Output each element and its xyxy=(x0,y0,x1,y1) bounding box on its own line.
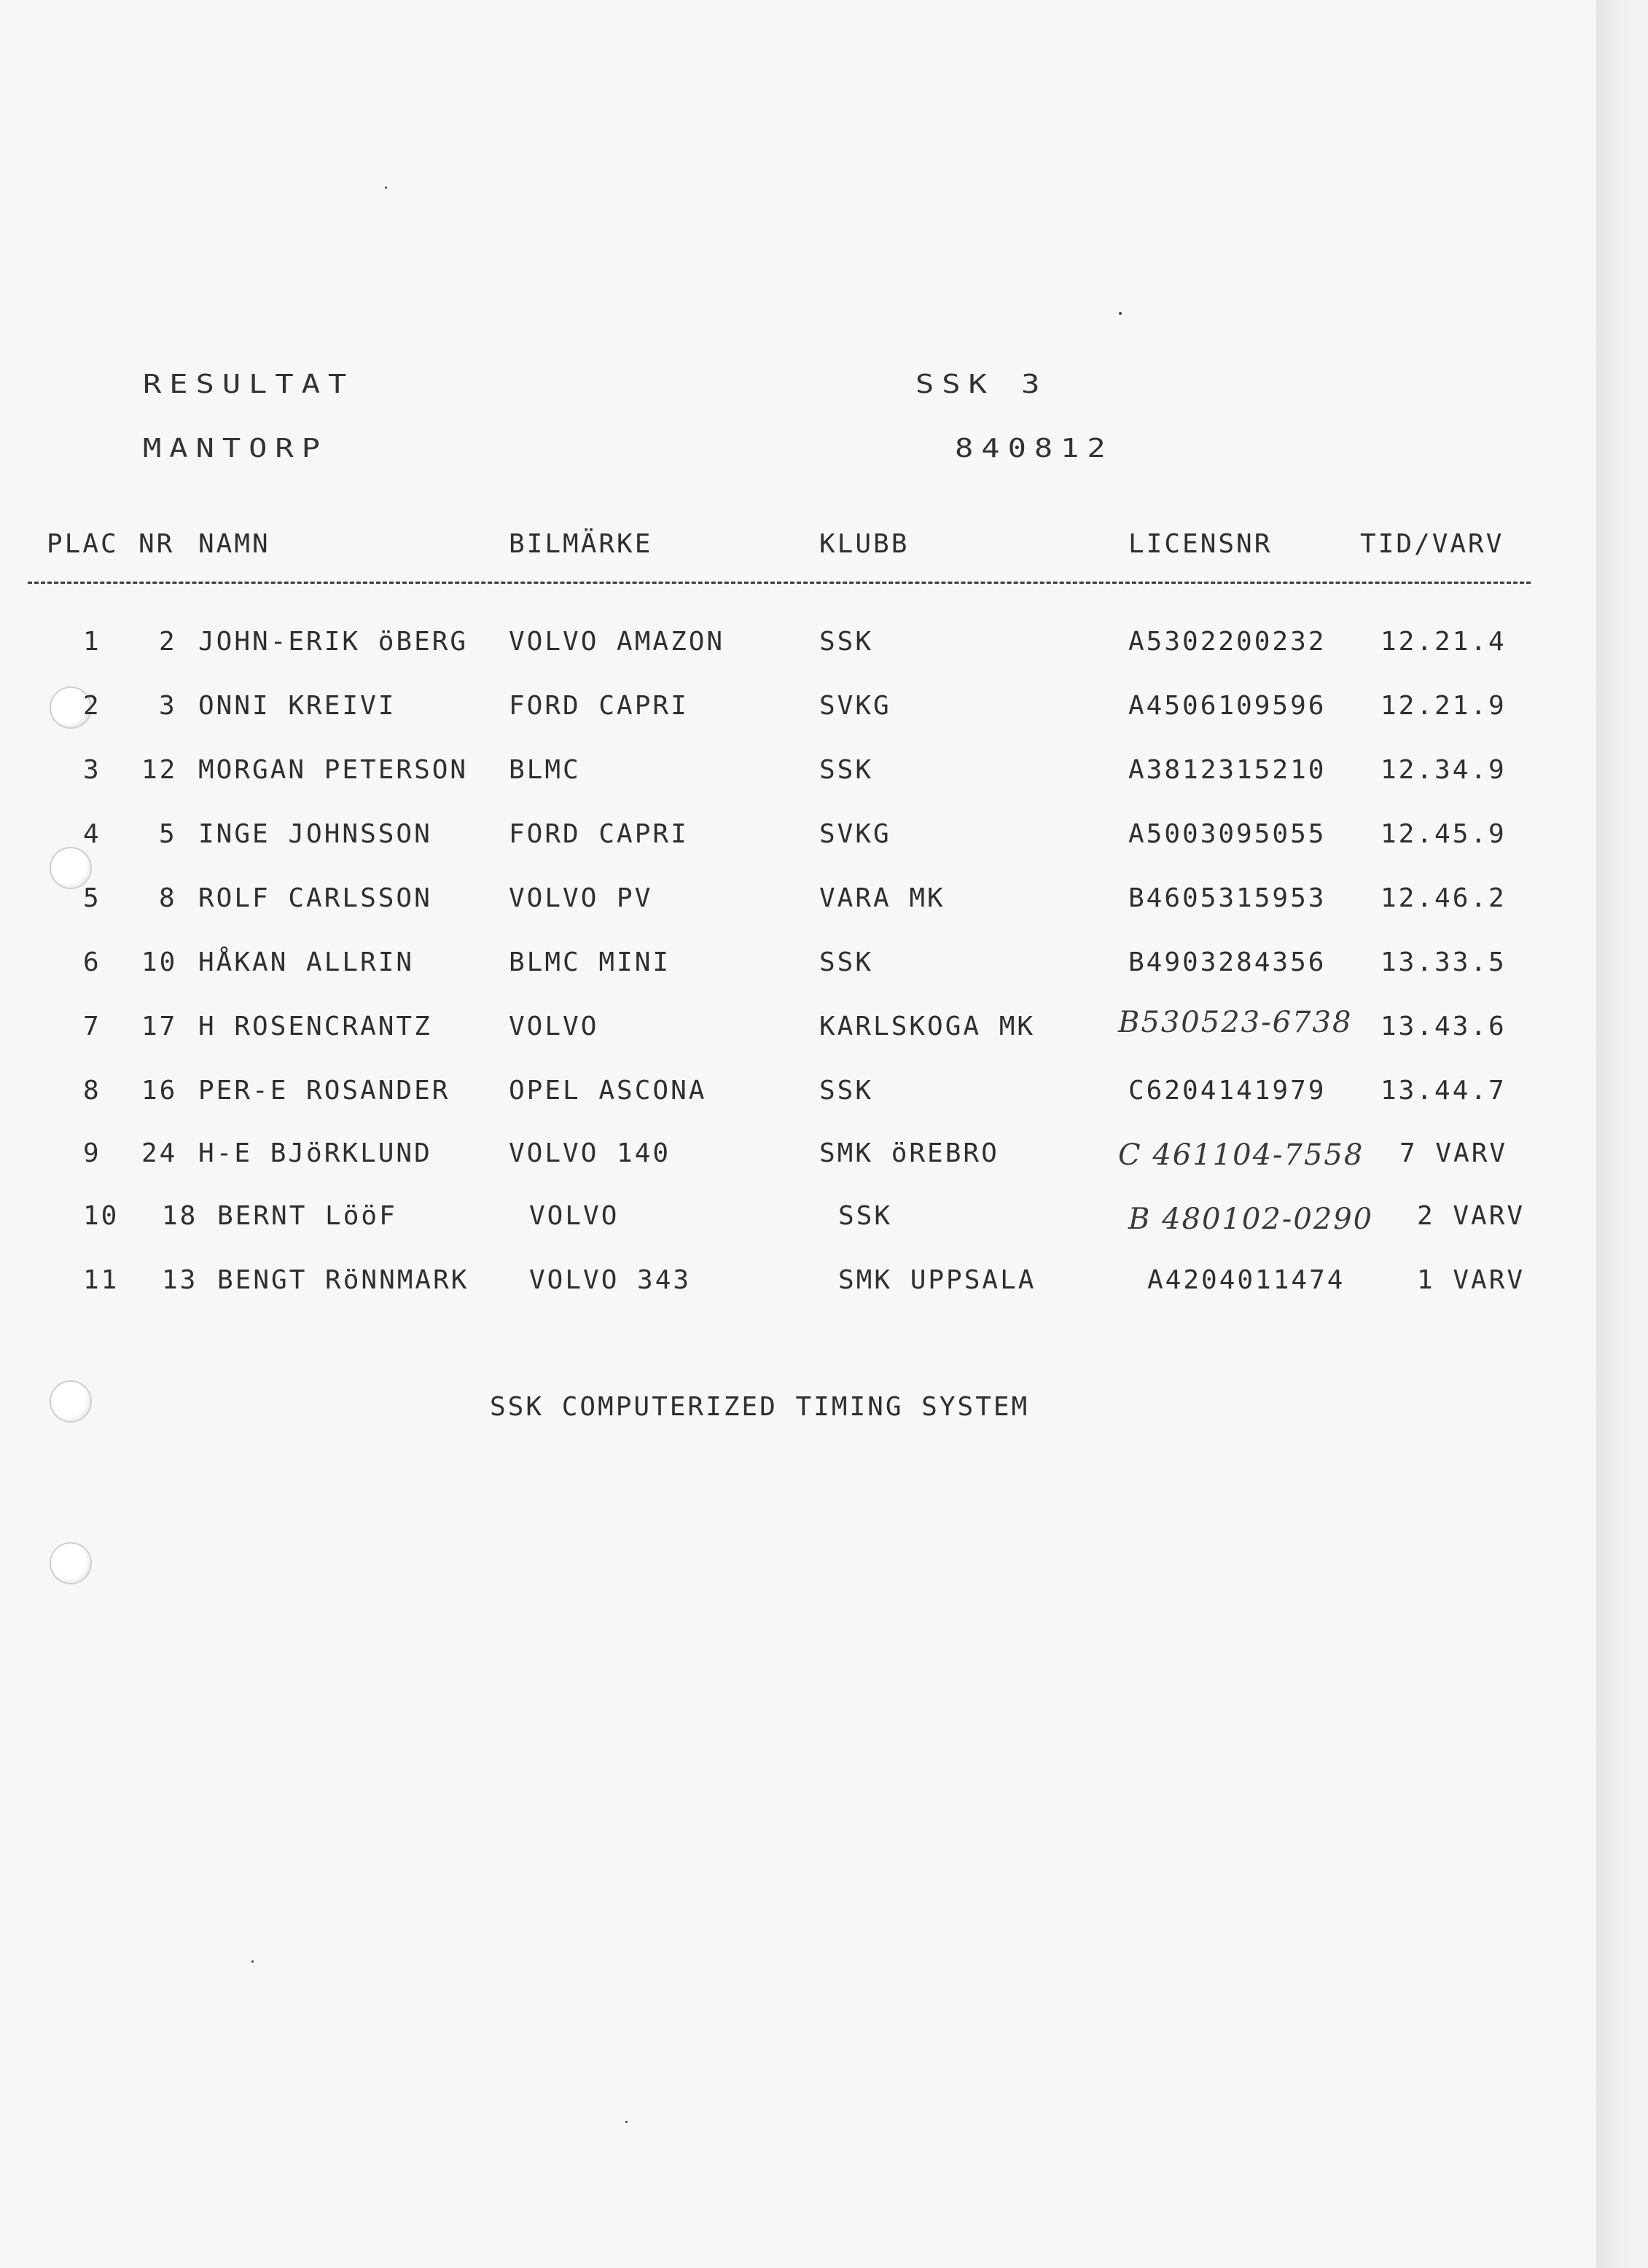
document-title: RESULTAT xyxy=(143,369,355,399)
cell-namn: H-E BJöRKLUND xyxy=(198,1138,432,1168)
cell-tid: 13.33.5 xyxy=(1381,947,1507,977)
cell-licensnr: A5302200232 xyxy=(1128,627,1327,657)
col-header-namn: NAMN xyxy=(198,529,270,559)
cell-klubb: SSK xyxy=(819,627,874,657)
race-class: SSK 3 xyxy=(915,369,1048,399)
cell-klubb: SSK xyxy=(838,1201,893,1231)
header-separator xyxy=(28,582,1531,584)
cell-bilmarke: VOLVO 140 xyxy=(509,1138,671,1168)
cell-plac: 9 xyxy=(83,1138,101,1168)
cell-bilmarke: VOLVO PV xyxy=(509,883,653,913)
race-date: 840812 xyxy=(955,433,1114,464)
cell-namn: BENGT RöNNMARK xyxy=(217,1265,469,1295)
cell-licensnr: B4903284356 xyxy=(1128,947,1327,977)
cell-nr: 2 xyxy=(159,627,177,657)
cell-tid: 12.21.9 xyxy=(1381,691,1507,721)
cell-namn: ONNI KREIVI xyxy=(198,691,397,721)
scan-speck xyxy=(625,2121,628,2123)
col-header-licensnr: LICENSNR xyxy=(1128,529,1273,559)
cell-klubb: SVKG xyxy=(819,819,891,849)
cell-plac: 5 xyxy=(83,883,101,913)
cell-tid: 13.43.6 xyxy=(1381,1012,1507,1041)
cell-plac: 7 xyxy=(83,1012,101,1041)
cell-plac: 6 xyxy=(83,947,101,977)
cell-bilmarke: VOLVO AMAZON xyxy=(509,627,725,657)
cell-nr: 5 xyxy=(159,819,177,849)
cell-namn: H ROSENCRANTZ xyxy=(198,1012,432,1041)
binder-hole xyxy=(50,1380,92,1423)
cell-licensnr: A5003095055 xyxy=(1128,819,1327,849)
cell-klubb: SSK xyxy=(819,1076,874,1106)
cell-bilmarke: OPEL ASCONA xyxy=(509,1076,707,1106)
cell-nr: 18 xyxy=(162,1201,198,1231)
col-header-plac: PLAC xyxy=(47,529,119,559)
cell-plac: 10 xyxy=(83,1201,120,1231)
cell-namn: PER-E ROSANDER xyxy=(198,1076,450,1106)
cell-nr: 13 xyxy=(162,1265,198,1295)
cell-licensnr-handwritten: B530523-6738 xyxy=(1118,1006,1353,1039)
cell-nr: 8 xyxy=(159,883,177,913)
binder-hole xyxy=(50,1542,92,1584)
cell-klubb: SVKG xyxy=(819,691,891,721)
cell-tid: 7 VARV xyxy=(1399,1138,1508,1168)
cell-licensnr: B4605315953 xyxy=(1128,883,1327,913)
cell-bilmarke: VOLVO xyxy=(509,1012,599,1041)
col-header-tid: TID/VARV xyxy=(1360,529,1504,559)
cell-plac: 11 xyxy=(83,1265,120,1295)
cell-nr: 24 xyxy=(141,1138,178,1168)
cell-plac: 4 xyxy=(83,819,101,849)
cell-namn: JOHN-ERIK öBERG xyxy=(198,627,469,657)
cell-nr: 12 xyxy=(141,755,178,785)
cell-licensnr: A4204011474 xyxy=(1147,1265,1346,1295)
cell-licensnr: A3812315210 xyxy=(1128,755,1327,785)
cell-nr: 16 xyxy=(141,1076,178,1106)
cell-plac: 8 xyxy=(83,1076,101,1106)
col-header-nr: NR xyxy=(138,529,175,559)
cell-tid: 13.44.7 xyxy=(1381,1076,1507,1106)
cell-namn: MORGAN PETERSON xyxy=(198,755,469,785)
cell-plac: 1 xyxy=(83,627,101,657)
cell-nr: 3 xyxy=(159,691,177,721)
page-edge-shadow xyxy=(1596,0,1648,2268)
col-header-bilmarke: BILMÄRKE xyxy=(509,529,653,559)
cell-tid: 2 VARV xyxy=(1417,1201,1526,1231)
cell-klubb: SMK öREBRO xyxy=(819,1138,999,1168)
scan-speck xyxy=(1119,312,1122,315)
cell-klubb: SMK UPPSALA xyxy=(838,1265,1036,1295)
cell-bilmarke: BLMC MINI xyxy=(509,947,671,977)
cell-klubb: KARLSKOGA MK xyxy=(819,1012,1036,1041)
cell-tid: 12.34.9 xyxy=(1381,755,1507,785)
venue-name: MANTORP xyxy=(143,433,329,464)
cell-tid: 12.21.4 xyxy=(1381,627,1507,657)
footer-text: SSK COMPUTERIZED TIMING SYSTEM xyxy=(490,1392,1030,1422)
cell-klubb: VARA MK xyxy=(819,883,945,913)
cell-bilmarke: BLMC xyxy=(509,755,581,785)
cell-plac: 3 xyxy=(83,755,101,785)
cell-namn: BERNT LööF xyxy=(217,1201,397,1231)
cell-tid: 1 VARV xyxy=(1417,1265,1526,1295)
cell-tid: 12.46.2 xyxy=(1381,883,1507,913)
cell-plac: 2 xyxy=(83,691,101,721)
cell-namn: HÅKAN ALLRIN xyxy=(198,947,415,977)
cell-tid: 12.45.9 xyxy=(1381,819,1507,849)
cell-klubb: SSK xyxy=(819,755,874,785)
cell-licensnr: A4506109596 xyxy=(1128,691,1327,721)
cell-namn: ROLF CARLSSON xyxy=(198,883,432,913)
cell-namn: INGE JOHNSSON xyxy=(198,819,432,849)
scan-speck xyxy=(385,187,387,189)
cell-licensnr-handwritten: B 480102-0290 xyxy=(1128,1203,1374,1236)
cell-klubb: SSK xyxy=(819,947,874,977)
col-header-klubb: KLUBB xyxy=(819,529,910,559)
cell-nr: 17 xyxy=(141,1012,178,1041)
cell-licensnr: C6204141979 xyxy=(1128,1076,1327,1106)
cell-bilmarke: FORD CAPRI xyxy=(509,691,689,721)
cell-licensnr-handwritten: C 461104-7558 xyxy=(1118,1138,1364,1172)
cell-bilmarke: VOLVO 343 xyxy=(529,1265,692,1295)
scan-speck xyxy=(251,1960,254,1963)
cell-bilmarke: VOLVO xyxy=(529,1201,620,1231)
cell-bilmarke: FORD CAPRI xyxy=(509,819,689,849)
cell-nr: 10 xyxy=(141,947,178,977)
